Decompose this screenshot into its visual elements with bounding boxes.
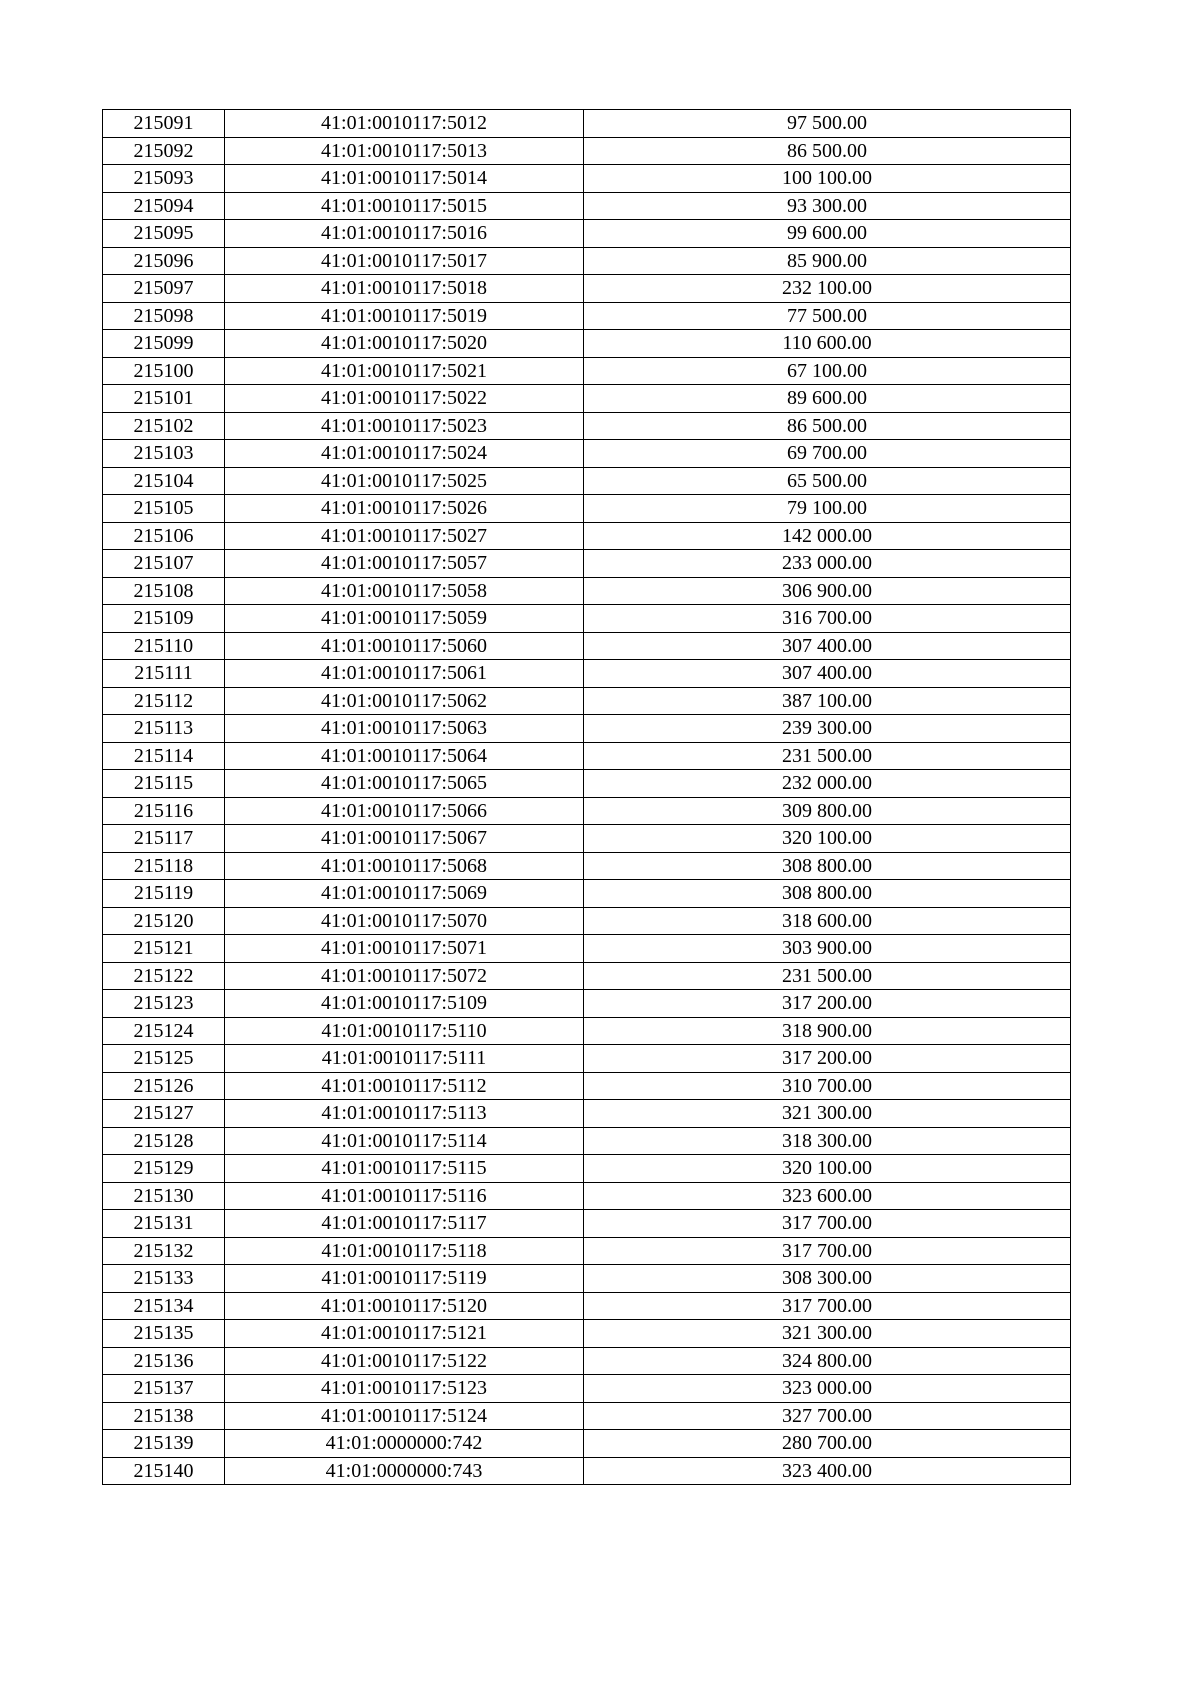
- value-cell: 308 800.00: [584, 880, 1071, 908]
- value-cell: 324 800.00: [584, 1347, 1071, 1375]
- table-row: [103, 467, 1071, 495]
- row-number-cell: 215103: [103, 440, 225, 468]
- cadastral-number-cell: 41:01:0010117:5062: [225, 687, 584, 715]
- row-number-cell: 215095: [103, 220, 225, 248]
- cadastral-number-cell: 41:01:0010117:5123: [225, 1375, 584, 1403]
- value-cell: 303 900.00: [584, 935, 1071, 963]
- row-number-cell: 215120: [103, 907, 225, 935]
- cadastral-number-cell: 41:01:0010117:5122: [225, 1347, 584, 1375]
- table-row: [103, 165, 1071, 193]
- cadastral-number-cell: 41:01:0010117:5071: [225, 935, 584, 963]
- table-row: [103, 1127, 1071, 1155]
- cadastral-number-cell: 41:01:0010117:5059: [225, 605, 584, 633]
- row-number-cell: 215096: [103, 247, 225, 275]
- table-row: [103, 1237, 1071, 1265]
- cadastral-number-cell: 41:01:0010117:5060: [225, 632, 584, 660]
- cadastral-number-cell: 41:01:0010117:5064: [225, 742, 584, 770]
- cadastral-number-cell: 41:01:0010117:5112: [225, 1072, 584, 1100]
- table-row: [103, 1347, 1071, 1375]
- row-number-cell: 215139: [103, 1430, 225, 1458]
- value-cell: 318 300.00: [584, 1127, 1071, 1155]
- cadastral-number-cell: 41:01:0010117:5110: [225, 1017, 584, 1045]
- value-cell: 321 300.00: [584, 1100, 1071, 1128]
- table-row: [103, 907, 1071, 935]
- row-number-cell: 215131: [103, 1210, 225, 1238]
- row-number-cell: 215111: [103, 660, 225, 688]
- value-cell: 142 000.00: [584, 522, 1071, 550]
- cadastral-number-cell: 41:01:0010117:5013: [225, 137, 584, 165]
- value-cell: 317 700.00: [584, 1292, 1071, 1320]
- value-cell: 317 200.00: [584, 1045, 1071, 1073]
- value-cell: 306 900.00: [584, 577, 1071, 605]
- table-row: [103, 1457, 1071, 1485]
- table-row: [103, 495, 1071, 523]
- table-row: [103, 522, 1071, 550]
- table-row: [103, 385, 1071, 413]
- value-cell: 321 300.00: [584, 1320, 1071, 1348]
- cadastral-number-cell: 41:01:0010117:5025: [225, 467, 584, 495]
- table-body: [103, 110, 1071, 1485]
- row-number-cell: 215116: [103, 797, 225, 825]
- table-row: [103, 247, 1071, 275]
- row-number-cell: 215098: [103, 302, 225, 330]
- cadastral-number-cell: 41:01:0010117:5118: [225, 1237, 584, 1265]
- value-cell: 318 600.00: [584, 907, 1071, 935]
- cadastral-number-cell: 41:01:0010117:5121: [225, 1320, 584, 1348]
- table-row: [103, 715, 1071, 743]
- value-cell: 232 100.00: [584, 275, 1071, 303]
- table-row: [103, 825, 1071, 853]
- table-row: [103, 302, 1071, 330]
- cadastral-number-cell: 41:01:0010117:5119: [225, 1265, 584, 1293]
- row-number-cell: 215129: [103, 1155, 225, 1183]
- table-row: [103, 1265, 1071, 1293]
- row-number-cell: 215115: [103, 770, 225, 798]
- row-number-cell: 215092: [103, 137, 225, 165]
- row-number-cell: 215109: [103, 605, 225, 633]
- row-number-cell: 215104: [103, 467, 225, 495]
- table-row: [103, 550, 1071, 578]
- table-row: [103, 137, 1071, 165]
- cadastral-number-cell: 41:01:0010117:5019: [225, 302, 584, 330]
- cadastral-number-cell: 41:01:0010117:5066: [225, 797, 584, 825]
- cadastral-number-cell: 41:01:0010117:5068: [225, 852, 584, 880]
- row-number-cell: 215102: [103, 412, 225, 440]
- row-number-cell: 215121: [103, 935, 225, 963]
- value-cell: 320 100.00: [584, 1155, 1071, 1183]
- value-cell: 86 500.00: [584, 412, 1071, 440]
- table-row: [103, 1100, 1071, 1128]
- table-row: [103, 1072, 1071, 1100]
- table-row: [103, 577, 1071, 605]
- cadastral-number-cell: 41:01:0010117:5018: [225, 275, 584, 303]
- cadastral-number-cell: 41:01:0010117:5070: [225, 907, 584, 935]
- cadastral-number-cell: 41:01:0010117:5065: [225, 770, 584, 798]
- row-number-cell: 215127: [103, 1100, 225, 1128]
- value-cell: 97 500.00: [584, 110, 1071, 138]
- value-cell: 327 700.00: [584, 1402, 1071, 1430]
- row-number-cell: 215114: [103, 742, 225, 770]
- table-row: [103, 440, 1071, 468]
- cadastral-number-cell: 41:01:0010117:5021: [225, 357, 584, 385]
- value-cell: 89 600.00: [584, 385, 1071, 413]
- value-cell: 318 900.00: [584, 1017, 1071, 1045]
- cadastral-number-cell: 41:01:0000000:742: [225, 1430, 584, 1458]
- table-row: [103, 1210, 1071, 1238]
- value-cell: 99 600.00: [584, 220, 1071, 248]
- table-row: [103, 797, 1071, 825]
- value-cell: 323 000.00: [584, 1375, 1071, 1403]
- row-number-cell: 215093: [103, 165, 225, 193]
- table-row: [103, 962, 1071, 990]
- table-row: [103, 742, 1071, 770]
- value-cell: 323 600.00: [584, 1182, 1071, 1210]
- value-cell: 323 400.00: [584, 1457, 1071, 1485]
- table-row: [103, 770, 1071, 798]
- cadastral-number-cell: 41:01:0010117:5117: [225, 1210, 584, 1238]
- row-number-cell: 215099: [103, 330, 225, 358]
- table-row: [103, 852, 1071, 880]
- value-cell: 309 800.00: [584, 797, 1071, 825]
- value-cell: 232 000.00: [584, 770, 1071, 798]
- row-number-cell: 215130: [103, 1182, 225, 1210]
- value-cell: 316 700.00: [584, 605, 1071, 633]
- row-number-cell: 215097: [103, 275, 225, 303]
- cadastral-number-cell: 41:01:0010117:5015: [225, 192, 584, 220]
- value-cell: 69 700.00: [584, 440, 1071, 468]
- row-number-cell: 215136: [103, 1347, 225, 1375]
- table-row: [103, 330, 1071, 358]
- cadastral-number-cell: 41:01:0010117:5012: [225, 110, 584, 138]
- row-number-cell: 215106: [103, 522, 225, 550]
- row-number-cell: 215107: [103, 550, 225, 578]
- table-row: [103, 275, 1071, 303]
- row-number-cell: 215110: [103, 632, 225, 660]
- row-number-cell: 215117: [103, 825, 225, 853]
- table-row: [103, 632, 1071, 660]
- cadastral-number-cell: 41:01:0010117:5014: [225, 165, 584, 193]
- value-cell: 280 700.00: [584, 1430, 1071, 1458]
- table-row: [103, 1017, 1071, 1045]
- cadastral-value-table: [102, 109, 1071, 1485]
- cadastral-number-cell: 41:01:0010117:5020: [225, 330, 584, 358]
- cadastral-number-cell: 41:01:0010117:5109: [225, 990, 584, 1018]
- cadastral-number-cell: 41:01:0010117:5016: [225, 220, 584, 248]
- cadastral-number-cell: 41:01:0010117:5067: [225, 825, 584, 853]
- cadastral-number-cell: 41:01:0000000:743: [225, 1457, 584, 1485]
- row-number-cell: 215125: [103, 1045, 225, 1073]
- cadastral-number-cell: 41:01:0010117:5113: [225, 1100, 584, 1128]
- value-cell: 308 800.00: [584, 852, 1071, 880]
- value-cell: 308 300.00: [584, 1265, 1071, 1293]
- table-row: [103, 687, 1071, 715]
- row-number-cell: 215132: [103, 1237, 225, 1265]
- table-row: [103, 880, 1071, 908]
- cadastral-number-cell: 41:01:0010117:5069: [225, 880, 584, 908]
- table-row: [103, 1182, 1071, 1210]
- cadastral-number-cell: 41:01:0010117:5058: [225, 577, 584, 605]
- value-cell: 233 000.00: [584, 550, 1071, 578]
- row-number-cell: 215113: [103, 715, 225, 743]
- value-cell: 85 900.00: [584, 247, 1071, 275]
- table-row: [103, 1375, 1071, 1403]
- row-number-cell: 215126: [103, 1072, 225, 1100]
- value-cell: 231 500.00: [584, 742, 1071, 770]
- cadastral-number-cell: 41:01:0010117:5017: [225, 247, 584, 275]
- value-cell: 86 500.00: [584, 137, 1071, 165]
- cadastral-number-cell: 41:01:0010117:5111: [225, 1045, 584, 1073]
- row-number-cell: 215128: [103, 1127, 225, 1155]
- table-row: [103, 412, 1071, 440]
- row-number-cell: 215100: [103, 357, 225, 385]
- row-number-cell: 215140: [103, 1457, 225, 1485]
- value-cell: 317 700.00: [584, 1210, 1071, 1238]
- row-number-cell: 215119: [103, 880, 225, 908]
- cadastral-number-cell: 41:01:0010117:5120: [225, 1292, 584, 1320]
- cadastral-number-cell: 41:01:0010117:5022: [225, 385, 584, 413]
- row-number-cell: 215123: [103, 990, 225, 1018]
- cadastral-number-cell: 41:01:0010117:5057: [225, 550, 584, 578]
- table-row: [103, 1155, 1071, 1183]
- value-cell: 310 700.00: [584, 1072, 1071, 1100]
- row-number-cell: 215091: [103, 110, 225, 138]
- row-number-cell: 215135: [103, 1320, 225, 1348]
- cadastral-number-cell: 41:01:0010117:5072: [225, 962, 584, 990]
- value-cell: 110 600.00: [584, 330, 1071, 358]
- value-cell: 239 300.00: [584, 715, 1071, 743]
- table-row: [103, 110, 1071, 138]
- table-row: [103, 357, 1071, 385]
- cadastral-number-cell: 41:01:0010117:5063: [225, 715, 584, 743]
- row-number-cell: 215138: [103, 1402, 225, 1430]
- cadastral-number-cell: 41:01:0010117:5114: [225, 1127, 584, 1155]
- cadastral-number-cell: 41:01:0010117:5116: [225, 1182, 584, 1210]
- table-row: [103, 1430, 1071, 1458]
- value-cell: 307 400.00: [584, 660, 1071, 688]
- row-number-cell: 215101: [103, 385, 225, 413]
- value-cell: 387 100.00: [584, 687, 1071, 715]
- table-row: [103, 220, 1071, 248]
- cadastral-number-cell: 41:01:0010117:5061: [225, 660, 584, 688]
- row-number-cell: 215112: [103, 687, 225, 715]
- table-row: [103, 605, 1071, 633]
- value-cell: 65 500.00: [584, 467, 1071, 495]
- cadastral-number-cell: 41:01:0010117:5124: [225, 1402, 584, 1430]
- value-cell: 67 100.00: [584, 357, 1071, 385]
- value-cell: 307 400.00: [584, 632, 1071, 660]
- table-row: [103, 192, 1071, 220]
- table-row: [103, 660, 1071, 688]
- row-number-cell: 215105: [103, 495, 225, 523]
- row-number-cell: 215134: [103, 1292, 225, 1320]
- row-number-cell: 215108: [103, 577, 225, 605]
- row-number-cell: 215118: [103, 852, 225, 880]
- row-number-cell: 215094: [103, 192, 225, 220]
- value-cell: 317 700.00: [584, 1237, 1071, 1265]
- value-cell: 320 100.00: [584, 825, 1071, 853]
- table-row: [103, 1402, 1071, 1430]
- table-row: [103, 990, 1071, 1018]
- value-cell: 231 500.00: [584, 962, 1071, 990]
- cadastral-number-cell: 41:01:0010117:5023: [225, 412, 584, 440]
- cadastral-number-cell: 41:01:0010117:5115: [225, 1155, 584, 1183]
- value-cell: 77 500.00: [584, 302, 1071, 330]
- table-row: [103, 1045, 1071, 1073]
- row-number-cell: 215133: [103, 1265, 225, 1293]
- row-number-cell: 215137: [103, 1375, 225, 1403]
- cadastral-number-cell: 41:01:0010117:5024: [225, 440, 584, 468]
- value-cell: 93 300.00: [584, 192, 1071, 220]
- table-row: [103, 935, 1071, 963]
- cadastral-number-cell: 41:01:0010117:5026: [225, 495, 584, 523]
- value-cell: 317 200.00: [584, 990, 1071, 1018]
- value-cell: 100 100.00: [584, 165, 1071, 193]
- row-number-cell: 215124: [103, 1017, 225, 1045]
- row-number-cell: 215122: [103, 962, 225, 990]
- cadastral-number-cell: 41:01:0010117:5027: [225, 522, 584, 550]
- table-row: [103, 1320, 1071, 1348]
- value-cell: 79 100.00: [584, 495, 1071, 523]
- table-row: [103, 1292, 1071, 1320]
